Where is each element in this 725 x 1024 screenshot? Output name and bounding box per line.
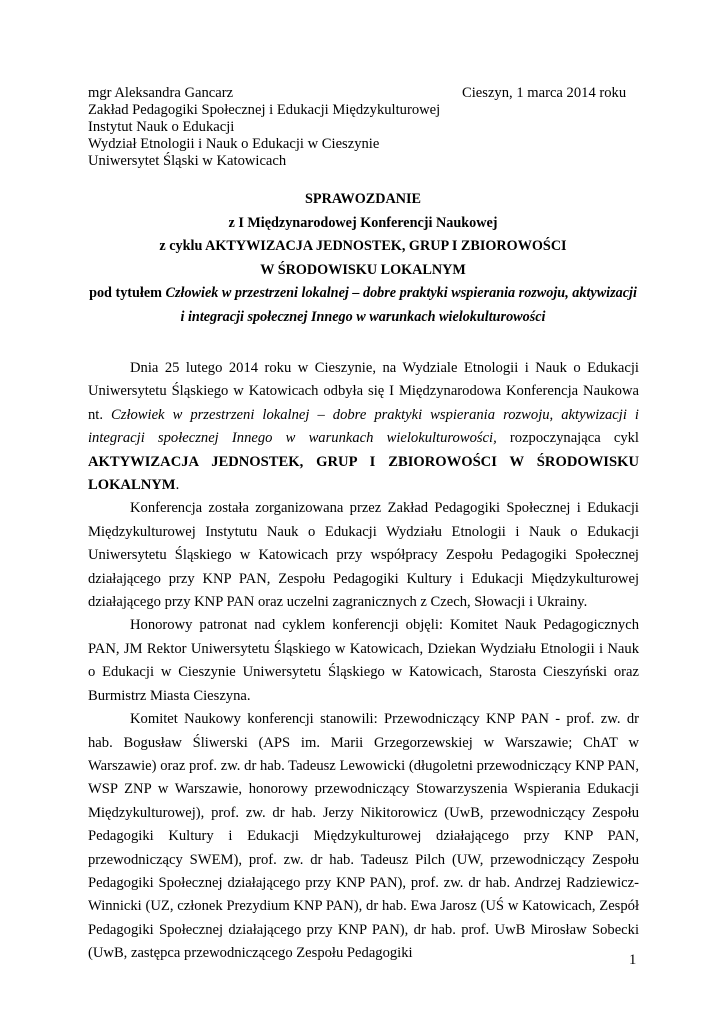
- p1-text-e: .: [175, 477, 180, 494]
- author-affiliation-block: [88, 85, 440, 170]
- affiliation-institute: Instytut Nauk o Edukacji: [88, 119, 235, 135]
- paragraph-2: Konferencja została zorganizowana przez Zakład Pedagogiki Społecznej i Edukacji Międzykulturowej Instytutu Nauk o Edukacji Wydziału Etnologii i Nauk o Edukacji Uniwersytetu Śląskiego w Katowicach przy współpracy Zespołu Pedagogiki Społecznej działającego przy KNP PAN, Zespołu Pedagogiki Kultury i Edukacji Międzykulturowej działającego przy KNP PAN oraz uczelni zagranicznych z Czech, Słowacji i Ukrainy.: [88, 500, 639, 611]
- p1-cycle-name: AKTYWIZACJA JEDNOSTEK, GRUP I ZBIOROWOŚCI W ŚRODOWISKU LOKALNYM: [88, 453, 639, 494]
- title-line-6: i integracji społecznej Innego w warunkach wielokulturowości: [180, 308, 546, 325]
- paragraph-3: Honorowy patronat nad cyklem konferencji objęli: Komitet Nauk Pedagogicznych PAN, JM Rektor Uniwersytetu Śląskiego w Katowicach, Dziekan Wydziału Etnologii i Nauk o Edukacji w Cieszynie Uniwersytetu Śląskiego w Katowicach, Starosta Cieszyński oraz Burmistrz Miasta Cieszyna.: [88, 617, 639, 704]
- title-italic: Człowiek w przestrzeni lokalnej – dobre praktyki wspierania rozwoju, aktywizacji: [165, 285, 637, 302]
- title-line-2: z I Międzynarodowej Konferencji Naukowej: [228, 214, 498, 231]
- page-number: 1: [629, 952, 637, 968]
- p1-conference-title: Człowiek w przestrzeni lokalnej – dobre praktyki wspierania rozwoju, aktywizacji i integracji społecznej Innego w warunkach wielokulturowości,: [88, 406, 639, 447]
- title-prefix: pod tytułem: [89, 285, 166, 302]
- p1-text-a: Dnia 25 lutego 2014 roku w Cieszynie, na Wydziale Etnologii i Nauk o Edukacji Uniwersytetu Śląskiego w Katowicach odbyła się I Międzynarodowa Konferencja Naukowa nt.: [88, 360, 639, 423]
- title-line-3: z cyklu AKTYWIZACJA JEDNOSTEK, GRUP I ZBIOROWOŚCI: [159, 238, 567, 255]
- author-name: mgr Aleksandra Gancarz: [88, 85, 234, 101]
- paragraph-1: [88, 357, 639, 497]
- p1-text-c: rozpoczynająca cykl: [496, 430, 639, 447]
- title-line-1: SPRAWOZDANIE: [305, 191, 421, 207]
- report-title-block: [88, 188, 638, 330]
- place-date: Cieszyn, 1 marca 2014 roku: [462, 85, 627, 101]
- affiliation-faculty: Wydział Etnologii i Nauk o Edukacji w Cieszynie: [88, 136, 380, 152]
- report-body: [88, 357, 639, 966]
- title-line-4: W ŚRODOWISKU LOKALNYM: [260, 261, 466, 278]
- title-line-5: [88, 282, 638, 306]
- affiliation-department: Zakład Pedagogiki Społecznej i Edukacji Międzykulturowej: [88, 102, 441, 118]
- affiliation-university: Uniwersytet Śląski w Katowicach: [88, 153, 287, 169]
- paragraph-4: Komitet Naukowy konferencji stanowili: Przewodniczący KNP PAN - prof. zw. dr hab. Bogusław Śliwerski (APS im. Marii Grzegorzewskiej w Warszawie; ChAT w Warszawie) oraz prof. zw. dr hab. Tadeusz Lewowicki (długoletni przewodniczący KNP PAN, WSP ZNP w Warszawie, honorowy przewodniczący Stowarzyszenia Wspierania Edukacji Międzykulturowej), prof. zw. dr hab. Jerzy Nikitorowicz (UwB, przewodniczący Zespołu Pedagogiki Kultury i Edukacji Międzykulturowej działającego przy KNP PAN, przewodniczący SWEM), prof. zw. dr hab. Tadeusz Pilch (UW, przewodniczący Zespołu Pedagogiki Społecznej działającego przy KNP PAN), prof. zw. dr hab. Andrzej Radziewicz-Winnicki (UZ, członek Prezydium KNP PAN), dr hab. Ewa Jarosz (UŚ w Katowicach, Zespół Pedagogiki Społecznej działającego przy KNP PAN), dr hab. prof. UwB Mirosław Sobecki (UwB, zastępca przewodniczącego Zespołu Pedagogiki: [88, 711, 639, 962]
